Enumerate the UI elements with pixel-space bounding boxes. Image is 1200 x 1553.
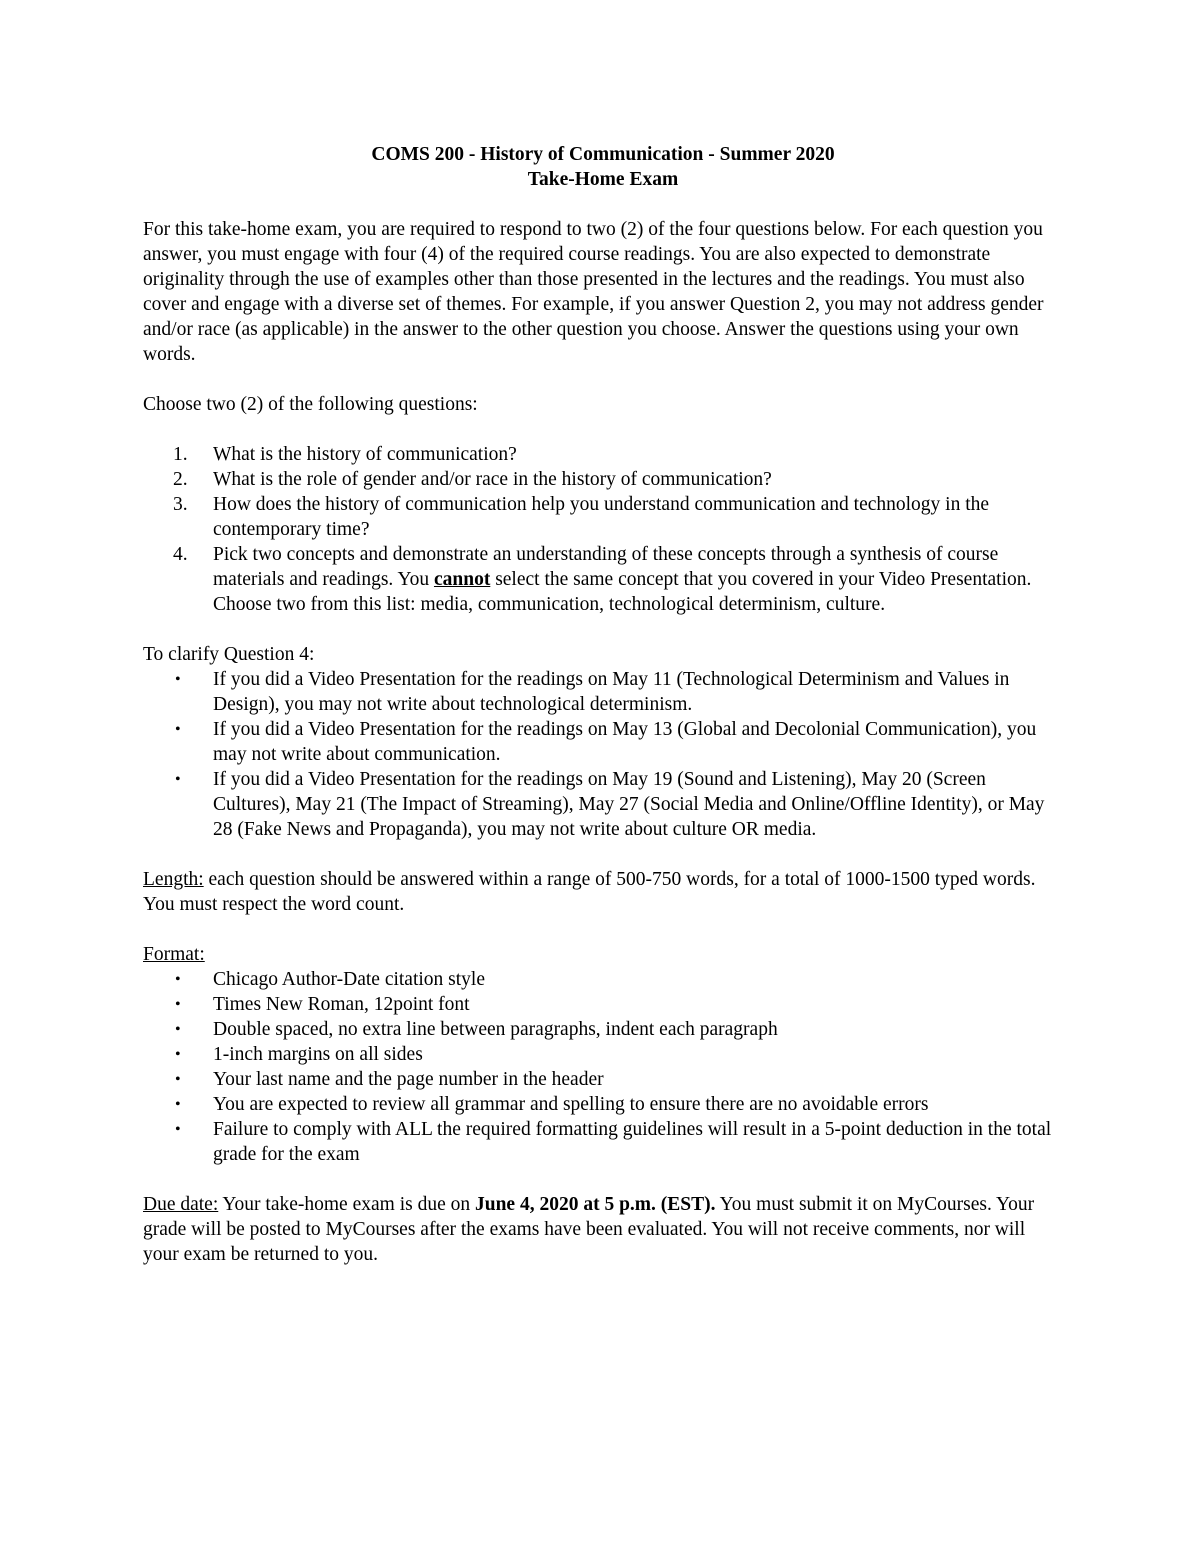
clarify-item xyxy=(143,767,1063,842)
bullet-icon: • xyxy=(175,1071,181,1088)
question-number: 4. xyxy=(173,544,188,565)
document-subtitle: Take-Home Exam xyxy=(527,169,679,190)
question-number: 2. xyxy=(173,469,188,490)
exam-document xyxy=(143,142,1063,1267)
format-item xyxy=(143,992,1063,1017)
bullet-icon: • xyxy=(175,721,181,738)
format-text: Failure to comply with ALL the required formatting guidelines will result in a 5-point deduction in the total grade for the exam xyxy=(213,1119,1052,1165)
format-text: Chicago Author-Date citation style xyxy=(213,969,486,990)
format-text: Your last name and the page number in the header xyxy=(213,1069,604,1090)
format-item xyxy=(143,1017,1063,1042)
length-paragraph xyxy=(143,867,1063,917)
question-item xyxy=(143,442,1063,467)
clarify-text: If you did a Video Presentation for the readings on May 11 (Technological Determinism and Values in Design), you may not write about technological determinism. xyxy=(213,669,1010,715)
question-item xyxy=(143,492,1063,542)
due-date: June 4, 2020 at 5 p.m. (EST). xyxy=(474,1194,716,1215)
intro-paragraph: For this take-home exam, you are required to respond to two (2) of the four questions below. For each question you answer, you must engage with four (4) of the required course readings. You are also expected to demonstrate originality through the use of examples other than those presented in the lectures and the readings. You must also cover and engage with a diverse set of themes. For example, if you answer Question 2, you may not address gender and/or race (as applicable) in the answer to the other question you choose. Answer the questions using your own words. xyxy=(143,219,1044,365)
bullet-icon: • xyxy=(175,971,181,988)
question-list xyxy=(143,442,1063,617)
question-item xyxy=(143,542,1063,617)
format-list xyxy=(143,967,1063,1167)
document-title: COMS 200 - History of Communication - Summer 2020 xyxy=(371,144,835,165)
format-text: You are expected to review all grammar and spelling to ensure there are no avoidable errors xyxy=(213,1094,929,1115)
due-text-after: You must submit it on MyCourses. Your grade will be posted to MyCourses after the exams have been evaluated. You will not receive comments, nor will your exam be returned to you. xyxy=(143,1194,1035,1265)
format-item xyxy=(143,1067,1063,1092)
format-text: Double spaced, no extra line between paragraphs, indent each paragraph xyxy=(213,1019,778,1040)
format-item xyxy=(143,967,1063,992)
clarify-item xyxy=(143,717,1063,767)
question-number: 1. xyxy=(173,444,188,465)
clarify-list xyxy=(143,667,1063,842)
bullet-icon: • xyxy=(175,671,181,688)
bullet-icon: • xyxy=(175,996,181,1013)
format-item xyxy=(143,1042,1063,1067)
length-text: each question should be answered within a range of 500-750 words, for a total of 1000-1500 typed words. You must respect the word count. xyxy=(143,869,1036,915)
question-text: What is the role of gender and/or race in the history of communication? xyxy=(213,469,772,490)
format-item xyxy=(143,1117,1063,1167)
question-text: How does the history of communication help you understand communication and technology in the contemporary time? xyxy=(213,494,990,540)
clarify-item xyxy=(143,667,1063,717)
question-text: What is the history of communication? xyxy=(213,444,517,465)
question-emphasis: cannot xyxy=(433,569,491,590)
bullet-icon: • xyxy=(175,771,181,788)
length-label: Length: xyxy=(143,869,204,890)
question-item xyxy=(143,467,1063,492)
question-number: 3. xyxy=(173,494,188,515)
bullet-icon: • xyxy=(175,1021,181,1038)
format-item xyxy=(143,1092,1063,1117)
clarify-text: If you did a Video Presentation for the readings on May 13 (Global and Decolonial Communication), you may not write about communication. xyxy=(213,719,1037,765)
clarify-heading: To clarify Question 4: xyxy=(143,644,315,665)
question-text-after: select the same concept that you covered in your Video Presentation. Choose two from this list: media, communication, technological determinism, culture. xyxy=(213,569,1032,615)
due-paragraph xyxy=(143,1192,1063,1267)
clarify-text: If you did a Video Presentation for the readings on May 19 (Sound and Listening), May 20 (Screen Cultures), May 21 (The Impact of Streaming), May 27 (Social Media and Online/Offline Identity), or May 28 (Fake News and Propaganda), you may not write about culture OR media. xyxy=(213,769,1045,840)
bullet-icon: • xyxy=(175,1096,181,1113)
bullet-icon: • xyxy=(175,1046,181,1063)
format-text: 1-inch margins on all sides xyxy=(213,1044,423,1065)
choose-instruction: Choose two (2) of the following questions: xyxy=(143,394,478,415)
format-text: Times New Roman, 12point font xyxy=(213,994,470,1015)
due-text-before: Your take-home exam is due on xyxy=(218,1194,475,1215)
due-label: Due date: xyxy=(143,1194,219,1215)
question-text-before: Pick two concepts and demonstrate an understanding of these concepts through a synthesis of course materials and readings. You xyxy=(213,544,999,590)
format-label: Format: xyxy=(143,944,205,965)
bullet-icon: • xyxy=(175,1121,181,1138)
